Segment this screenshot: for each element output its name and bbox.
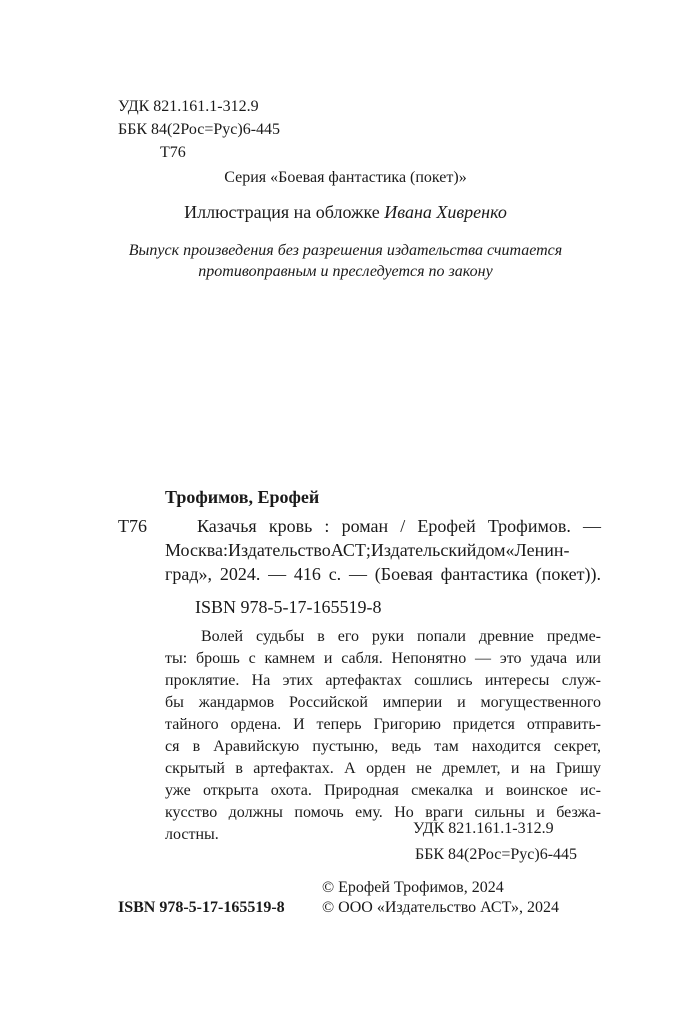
annotation-line-2: ты: брошь с камнем и сабля. Непонятно — это удача или	[165, 650, 601, 667]
header-author-mark: Т76	[160, 144, 186, 161]
catalog-line-1: Казачья кровь : роман / Ерофей Трофимов. —	[197, 516, 601, 536]
annotation-line-9: кусство должны помочь ему. Но враги сильны и безжа-	[165, 804, 601, 821]
annotation-line-6: ся в Аравийскую пустыню, ведь там находится секрет,	[165, 738, 601, 755]
annotation-line-7: скрытый в артефактах. А орден не дремлет, и на Гришу	[165, 760, 601, 777]
annotation-line-4: бы жандармов Российской империи и могущественного	[165, 694, 601, 711]
warning-line-2: противоправным и преследуется по закону	[198, 263, 493, 280]
header-udk: УДК 821.161.1-312.9	[118, 98, 259, 115]
copyright-author: © Ерофей Трофимов, 2024	[322, 879, 504, 896]
annotation-line-8: уже открыта охота. Природная смекалка и воинское ис-	[165, 782, 601, 799]
footer-isbn: ISBN 978-5-17-165519-8	[118, 899, 285, 916]
header-bbk: ББК 84(2Рос=Рус)6-445	[118, 121, 281, 138]
catalog-line-3: град», 2024. — 416 с. — (Боевая фантастика (покет)).	[165, 564, 601, 584]
annotation-line-10: лостны.	[165, 826, 219, 843]
catalog-author: Трофимов, Ерофей	[165, 487, 320, 507]
warning-line-1: Выпуск произведения без разрешения издательства считается	[128, 242, 563, 259]
illustration-artist: Ивана Хивренко	[384, 202, 507, 222]
annotation-line-5: тайного ордена. И теперь Григорию придется отправить-	[165, 716, 601, 733]
catalog-line-2: Москва:ИздательствоАСТ;Издательскийдом«Ленин-	[165, 540, 570, 560]
copyright-publisher: © ООО «Издательство АСТ», 2024	[322, 899, 559, 916]
footer-bbk: ББК 84(2Рос=Рус)6-445	[415, 846, 578, 863]
footer-udk: УДК 821.161.1-312.9	[413, 820, 554, 837]
illustration-credit	[0, 202, 691, 223]
catalog-mark: Т76	[118, 516, 147, 536]
annotation-line-1: Волей судьбы в его руки попали древние предме-	[201, 628, 601, 645]
illustration-prefix: Иллюстрация на обложке	[184, 202, 385, 222]
series-line: Серия «Боевая фантастика (покет)»	[224, 169, 467, 186]
annotation-line-3: проклятие. На этих артефактах сошлись интересы служ-	[165, 672, 601, 689]
catalog-isbn: ISBN 978-5-17-165519-8	[195, 597, 382, 617]
